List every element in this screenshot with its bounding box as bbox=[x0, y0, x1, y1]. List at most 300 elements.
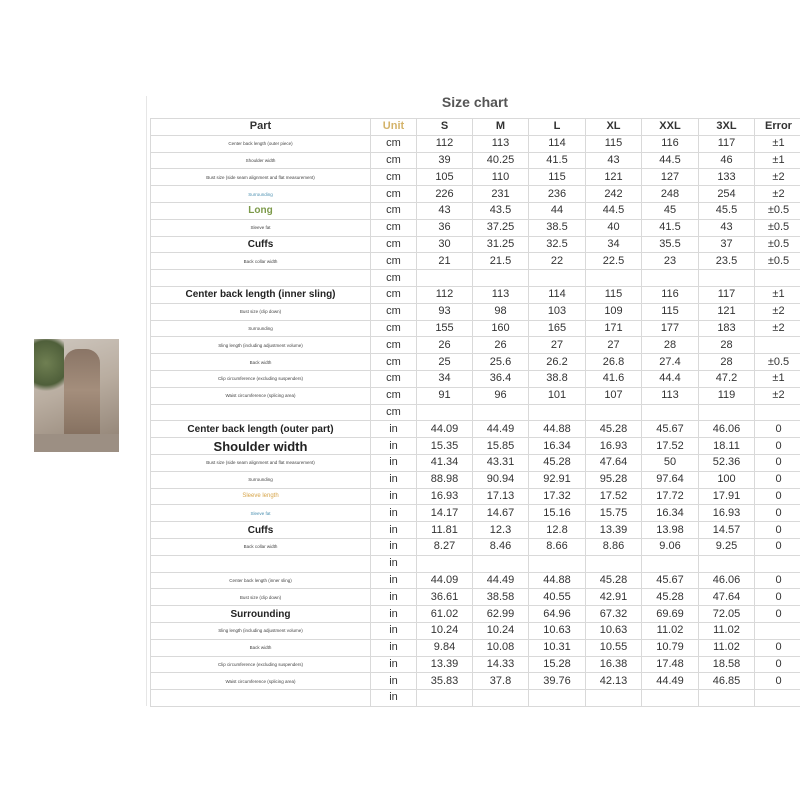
cell-3xl: 121 bbox=[699, 303, 755, 320]
cell-3xl: 183 bbox=[699, 320, 755, 337]
cell-s bbox=[417, 404, 473, 421]
cell-s: 91 bbox=[417, 387, 473, 404]
cell-s: 21 bbox=[417, 253, 473, 270]
cell-m bbox=[473, 404, 529, 421]
cell-unit: in bbox=[371, 555, 417, 572]
cell-m bbox=[473, 690, 529, 707]
cell-error: ±0.5 bbox=[755, 253, 800, 270]
cell-l: 41.5 bbox=[529, 152, 586, 169]
cell-part: Surrounding bbox=[151, 320, 371, 337]
page-title: Size chart bbox=[441, 94, 509, 110]
size-chart-table bbox=[150, 118, 800, 707]
cell-s: 30 bbox=[417, 236, 473, 253]
cell-l bbox=[529, 404, 586, 421]
cell-part: Bust size (side seam alignment and flat measurement) bbox=[151, 169, 371, 186]
cell-l: 44.88 bbox=[529, 421, 586, 438]
table-row bbox=[151, 505, 800, 522]
cell-s: 26 bbox=[417, 337, 473, 354]
cell-xl: 10.63 bbox=[586, 622, 642, 639]
cell-xl: 16.93 bbox=[586, 438, 642, 455]
cell-part: Clip circumference (excluding suspenders) bbox=[151, 370, 371, 387]
cell-s: 88.98 bbox=[417, 471, 473, 488]
cell-unit: cm bbox=[371, 387, 417, 404]
cell-unit: in bbox=[371, 538, 417, 555]
cell-xxl: 127 bbox=[642, 169, 699, 186]
cell-s: 11.81 bbox=[417, 522, 473, 539]
cell-error: ±1 bbox=[755, 370, 800, 387]
cell-xl: 15.75 bbox=[586, 505, 642, 522]
cell-3xl: 47.2 bbox=[699, 370, 755, 387]
cell-xxl: 116 bbox=[642, 135, 699, 152]
table-row bbox=[151, 421, 800, 438]
cell-unit: in bbox=[371, 454, 417, 471]
cell-l: 8.66 bbox=[529, 538, 586, 555]
cell-unit: in bbox=[371, 656, 417, 673]
cell-part: Back width bbox=[151, 354, 371, 371]
cell-m: 36.4 bbox=[473, 370, 529, 387]
cell-xxl: 97.64 bbox=[642, 471, 699, 488]
table-row bbox=[151, 169, 800, 186]
cell-3xl: 133 bbox=[699, 169, 755, 186]
cell-part: Back width bbox=[151, 639, 371, 656]
cell-s: 36 bbox=[417, 219, 473, 236]
cell-s: 43 bbox=[417, 202, 473, 219]
table-row bbox=[151, 639, 800, 656]
cell-3xl: 72.05 bbox=[699, 606, 755, 623]
cell-3xl: 28 bbox=[699, 337, 755, 354]
header-size-l: L bbox=[529, 119, 586, 136]
cell-unit: cm bbox=[371, 320, 417, 337]
cell-error: ±2 bbox=[755, 320, 800, 337]
cell-xxl: 45 bbox=[642, 202, 699, 219]
cell-xxl bbox=[642, 555, 699, 572]
cell-error bbox=[755, 270, 800, 287]
cell-3xl: 254 bbox=[699, 186, 755, 203]
cell-error: ±1 bbox=[755, 152, 800, 169]
cell-unit: in bbox=[371, 572, 417, 589]
cell-error: ±2 bbox=[755, 186, 800, 203]
table-row bbox=[151, 135, 800, 152]
cell-unit: cm bbox=[371, 337, 417, 354]
cell-l: 22 bbox=[529, 253, 586, 270]
cell-m: 26 bbox=[473, 337, 529, 354]
cell-l: 115 bbox=[529, 169, 586, 186]
cell-xxl: 17.52 bbox=[642, 438, 699, 455]
cell-error: ±2 bbox=[755, 169, 800, 186]
cell-s: 41.34 bbox=[417, 454, 473, 471]
cell-xxl: 28 bbox=[642, 337, 699, 354]
cell-xxl: 17.72 bbox=[642, 488, 699, 505]
cell-m: 14.67 bbox=[473, 505, 529, 522]
cell-s: 14.17 bbox=[417, 505, 473, 522]
cell-s: 61.02 bbox=[417, 606, 473, 623]
cell-part: Center back length (inner sling) bbox=[151, 572, 371, 589]
cell-m: 160 bbox=[473, 320, 529, 337]
cell-l: 64.96 bbox=[529, 606, 586, 623]
cell-s bbox=[417, 555, 473, 572]
cell-l: 101 bbox=[529, 387, 586, 404]
cell-m: 38.58 bbox=[473, 589, 529, 606]
table-row bbox=[151, 438, 800, 455]
cell-3xl: 37 bbox=[699, 236, 755, 253]
cell-xl: 242 bbox=[586, 186, 642, 203]
table-row bbox=[151, 589, 800, 606]
cell-xxl: 16.34 bbox=[642, 505, 699, 522]
cell-s: 35.83 bbox=[417, 673, 473, 690]
cell-m: 12.3 bbox=[473, 522, 529, 539]
cell-m: 40.25 bbox=[473, 152, 529, 169]
chart-divider bbox=[146, 96, 147, 706]
cell-xl: 8.86 bbox=[586, 538, 642, 555]
cell-m: 37.8 bbox=[473, 673, 529, 690]
cell-3xl: 16.93 bbox=[699, 505, 755, 522]
cell-xxl: 113 bbox=[642, 387, 699, 404]
cell-3xl: 46.85 bbox=[699, 673, 755, 690]
cell-xxl: 116 bbox=[642, 286, 699, 303]
cell-unit: cm bbox=[371, 152, 417, 169]
cell-part: Center back length (outer piece) bbox=[151, 135, 371, 152]
cell-part: Surrounding bbox=[151, 606, 371, 623]
cell-m: 15.85 bbox=[473, 438, 529, 455]
cell-m: 25.6 bbox=[473, 354, 529, 371]
cell-xxl bbox=[642, 690, 699, 707]
cell-part: Back collar width bbox=[151, 253, 371, 270]
cell-l: 39.76 bbox=[529, 673, 586, 690]
cell-l: 92.91 bbox=[529, 471, 586, 488]
table-row bbox=[151, 488, 800, 505]
cell-m: 113 bbox=[473, 135, 529, 152]
cell-error: ±2 bbox=[755, 387, 800, 404]
cell-xl: 42.91 bbox=[586, 589, 642, 606]
cell-unit: cm bbox=[371, 253, 417, 270]
cell-3xl: 9.25 bbox=[699, 538, 755, 555]
cell-xl: 16.38 bbox=[586, 656, 642, 673]
cell-error: 0 bbox=[755, 488, 800, 505]
cell-l: 15.28 bbox=[529, 656, 586, 673]
table-row bbox=[151, 690, 800, 707]
cell-error: ±2 bbox=[755, 303, 800, 320]
cell-3xl: 52.36 bbox=[699, 454, 755, 471]
cell-xl: 45.28 bbox=[586, 572, 642, 589]
cell-3xl: 43 bbox=[699, 219, 755, 236]
cell-unit: cm bbox=[371, 270, 417, 287]
cell-3xl: 14.57 bbox=[699, 522, 755, 539]
table-row bbox=[151, 354, 800, 371]
cell-s: 25 bbox=[417, 354, 473, 371]
cell-l: 10.31 bbox=[529, 639, 586, 656]
cell-3xl bbox=[699, 555, 755, 572]
table-row bbox=[151, 202, 800, 219]
cell-3xl: 11.02 bbox=[699, 639, 755, 656]
table-row bbox=[151, 370, 800, 387]
cell-xxl: 11.02 bbox=[642, 622, 699, 639]
cell-xl: 45.28 bbox=[586, 421, 642, 438]
cell-l: 10.63 bbox=[529, 622, 586, 639]
cell-xl bbox=[586, 270, 642, 287]
cell-xl: 13.39 bbox=[586, 522, 642, 539]
cell-s bbox=[417, 690, 473, 707]
table-row bbox=[151, 270, 800, 287]
cell-xxl: 23 bbox=[642, 253, 699, 270]
cell-l: 44 bbox=[529, 202, 586, 219]
cell-s: 112 bbox=[417, 286, 473, 303]
cell-xl bbox=[586, 404, 642, 421]
cell-m: 44.49 bbox=[473, 572, 529, 589]
cell-s: 34 bbox=[417, 370, 473, 387]
cell-part: Bust size (clip down) bbox=[151, 589, 371, 606]
table-row bbox=[151, 286, 800, 303]
cell-xl: 107 bbox=[586, 387, 642, 404]
cell-l: 38.5 bbox=[529, 219, 586, 236]
cell-unit: cm bbox=[371, 370, 417, 387]
cell-error: 0 bbox=[755, 505, 800, 522]
cell-unit: cm bbox=[371, 354, 417, 371]
cell-xl: 40 bbox=[586, 219, 642, 236]
cell-part bbox=[151, 404, 371, 421]
cell-l: 114 bbox=[529, 286, 586, 303]
cell-s: 13.39 bbox=[417, 656, 473, 673]
cell-m: 31.25 bbox=[473, 236, 529, 253]
cell-xl: 22.5 bbox=[586, 253, 642, 270]
cell-xxl: 115 bbox=[642, 303, 699, 320]
cell-m: 8.46 bbox=[473, 538, 529, 555]
cell-xl: 121 bbox=[586, 169, 642, 186]
cell-xl: 17.52 bbox=[586, 488, 642, 505]
cell-error: 0 bbox=[755, 572, 800, 589]
cell-s: 112 bbox=[417, 135, 473, 152]
table-row bbox=[151, 320, 800, 337]
cell-xl: 67.32 bbox=[586, 606, 642, 623]
cell-m: 231 bbox=[473, 186, 529, 203]
cell-unit: in bbox=[371, 639, 417, 656]
cell-error: 0 bbox=[755, 454, 800, 471]
cell-error: 0 bbox=[755, 589, 800, 606]
cell-3xl bbox=[699, 404, 755, 421]
table-row bbox=[151, 522, 800, 539]
cell-unit: cm bbox=[371, 404, 417, 421]
cell-xl: 41.6 bbox=[586, 370, 642, 387]
cell-error: 0 bbox=[755, 538, 800, 555]
cell-m: 96 bbox=[473, 387, 529, 404]
cell-s: 93 bbox=[417, 303, 473, 320]
cell-l: 15.16 bbox=[529, 505, 586, 522]
thumbnail-plant bbox=[34, 339, 64, 399]
cell-part: Cuffs bbox=[151, 236, 371, 253]
cell-xl: 115 bbox=[586, 135, 642, 152]
cell-part: Long bbox=[151, 202, 371, 219]
table-row bbox=[151, 454, 800, 471]
table-row bbox=[151, 387, 800, 404]
cell-l: 32.5 bbox=[529, 236, 586, 253]
cell-xl: 43 bbox=[586, 152, 642, 169]
cell-l: 12.8 bbox=[529, 522, 586, 539]
cell-unit: cm bbox=[371, 186, 417, 203]
cell-part: Center back length (inner sling) bbox=[151, 286, 371, 303]
cell-unit: in bbox=[371, 421, 417, 438]
table-row bbox=[151, 303, 800, 320]
cell-m: 21.5 bbox=[473, 253, 529, 270]
cell-xxl: 13.98 bbox=[642, 522, 699, 539]
cell-error bbox=[755, 404, 800, 421]
cell-m: 44.49 bbox=[473, 421, 529, 438]
cell-3xl: 117 bbox=[699, 135, 755, 152]
cell-part: Waist circumference (splicing area) bbox=[151, 673, 371, 690]
cell-3xl: 46.06 bbox=[699, 421, 755, 438]
table-row bbox=[151, 253, 800, 270]
cell-part: Bust size (side seam alignment and flat measurement) bbox=[151, 454, 371, 471]
cell-part: Surrounding bbox=[151, 186, 371, 203]
cell-xxl: 45.28 bbox=[642, 589, 699, 606]
cell-l: 165 bbox=[529, 320, 586, 337]
header-unit: Unit bbox=[371, 119, 417, 136]
cell-s: 105 bbox=[417, 169, 473, 186]
cell-l: 38.8 bbox=[529, 370, 586, 387]
cell-part: Sleeve length bbox=[151, 488, 371, 505]
cell-3xl bbox=[699, 690, 755, 707]
cell-error: ±0.5 bbox=[755, 202, 800, 219]
cell-xl: 26.8 bbox=[586, 354, 642, 371]
cell-xl: 10.55 bbox=[586, 639, 642, 656]
cell-error: ±0.5 bbox=[755, 236, 800, 253]
cell-m: 43.31 bbox=[473, 454, 529, 471]
header-size-3xl: 3XL bbox=[699, 119, 755, 136]
cell-3xl: 46 bbox=[699, 152, 755, 169]
cell-m: 10.24 bbox=[473, 622, 529, 639]
cell-s: 155 bbox=[417, 320, 473, 337]
table-row bbox=[151, 606, 800, 623]
cell-xl: 115 bbox=[586, 286, 642, 303]
table-row bbox=[151, 404, 800, 421]
cell-3xl: 117 bbox=[699, 286, 755, 303]
cell-error: 0 bbox=[755, 421, 800, 438]
header-size-xl: XL bbox=[586, 119, 642, 136]
cell-l: 44.88 bbox=[529, 572, 586, 589]
cell-xl: 34 bbox=[586, 236, 642, 253]
cell-l: 16.34 bbox=[529, 438, 586, 455]
cell-error bbox=[755, 622, 800, 639]
table-row bbox=[151, 219, 800, 236]
cell-l bbox=[529, 690, 586, 707]
cell-part: Sleeve fat bbox=[151, 219, 371, 236]
cell-3xl: 11.02 bbox=[699, 622, 755, 639]
thumbnail-floor bbox=[34, 434, 119, 452]
cell-3xl: 100 bbox=[699, 471, 755, 488]
cell-m: 10.08 bbox=[473, 639, 529, 656]
cell-xxl: 44.4 bbox=[642, 370, 699, 387]
cell-xl: 42.13 bbox=[586, 673, 642, 690]
table-header-row bbox=[151, 119, 800, 136]
cell-3xl: 47.64 bbox=[699, 589, 755, 606]
cell-m: 62.99 bbox=[473, 606, 529, 623]
cell-s: 226 bbox=[417, 186, 473, 203]
cell-xxl: 45.67 bbox=[642, 572, 699, 589]
header-size-m: M bbox=[473, 119, 529, 136]
cell-m: 90.94 bbox=[473, 471, 529, 488]
cell-s bbox=[417, 270, 473, 287]
header-size-xxl: XXL bbox=[642, 119, 699, 136]
cell-l bbox=[529, 270, 586, 287]
cell-unit: in bbox=[371, 673, 417, 690]
table-row bbox=[151, 186, 800, 203]
cell-l: 114 bbox=[529, 135, 586, 152]
cell-xxl: 35.5 bbox=[642, 236, 699, 253]
table-row bbox=[151, 236, 800, 253]
cell-3xl: 23.5 bbox=[699, 253, 755, 270]
cell-unit: cm bbox=[371, 303, 417, 320]
cell-unit: cm bbox=[371, 286, 417, 303]
cell-s: 10.24 bbox=[417, 622, 473, 639]
cell-3xl: 46.06 bbox=[699, 572, 755, 589]
cell-s: 36.61 bbox=[417, 589, 473, 606]
cell-unit: in bbox=[371, 522, 417, 539]
cell-m: 43.5 bbox=[473, 202, 529, 219]
cell-xxl bbox=[642, 404, 699, 421]
cell-error: 0 bbox=[755, 673, 800, 690]
cell-l: 103 bbox=[529, 303, 586, 320]
cell-l: 40.55 bbox=[529, 589, 586, 606]
cell-xxl: 69.69 bbox=[642, 606, 699, 623]
cell-error: 0 bbox=[755, 522, 800, 539]
cell-error: ±1 bbox=[755, 286, 800, 303]
cell-part bbox=[151, 270, 371, 287]
cell-error bbox=[755, 555, 800, 572]
cell-m: 113 bbox=[473, 286, 529, 303]
cell-3xl bbox=[699, 270, 755, 287]
cell-s: 15.35 bbox=[417, 438, 473, 455]
cell-m: 110 bbox=[473, 169, 529, 186]
table-row bbox=[151, 471, 800, 488]
cell-error: ±0.5 bbox=[755, 219, 800, 236]
cell-unit: cm bbox=[371, 236, 417, 253]
cell-m bbox=[473, 555, 529, 572]
cell-m: 17.13 bbox=[473, 488, 529, 505]
cell-error: ±1 bbox=[755, 135, 800, 152]
product-thumbnail[interactable] bbox=[34, 339, 119, 452]
cell-xxl: 177 bbox=[642, 320, 699, 337]
cell-s: 16.93 bbox=[417, 488, 473, 505]
cell-part: Waist circumference (splicing area) bbox=[151, 387, 371, 404]
header-error: Error bbox=[755, 119, 800, 136]
cell-xxl: 45.67 bbox=[642, 421, 699, 438]
cell-error: 0 bbox=[755, 471, 800, 488]
cell-3xl: 18.11 bbox=[699, 438, 755, 455]
cell-s: 39 bbox=[417, 152, 473, 169]
cell-error: 0 bbox=[755, 639, 800, 656]
cell-xxl: 50 bbox=[642, 454, 699, 471]
cell-l bbox=[529, 555, 586, 572]
cell-error bbox=[755, 690, 800, 707]
cell-part: Shoulder width bbox=[151, 152, 371, 169]
cell-s: 44.09 bbox=[417, 421, 473, 438]
cell-xl: 27 bbox=[586, 337, 642, 354]
cell-xl: 109 bbox=[586, 303, 642, 320]
cell-unit: in bbox=[371, 690, 417, 707]
cell-error bbox=[755, 337, 800, 354]
cell-unit: in bbox=[371, 471, 417, 488]
cell-l: 26.2 bbox=[529, 354, 586, 371]
cell-xxl: 27.4 bbox=[642, 354, 699, 371]
table-row bbox=[151, 572, 800, 589]
cell-3xl: 119 bbox=[699, 387, 755, 404]
cell-3xl: 45.5 bbox=[699, 202, 755, 219]
cell-unit: in bbox=[371, 589, 417, 606]
table-row bbox=[151, 152, 800, 169]
cell-unit: cm bbox=[371, 219, 417, 236]
cell-xxl: 44.49 bbox=[642, 673, 699, 690]
cell-part: Cuffs bbox=[151, 522, 371, 539]
cell-unit: cm bbox=[371, 202, 417, 219]
cell-unit: in bbox=[371, 488, 417, 505]
